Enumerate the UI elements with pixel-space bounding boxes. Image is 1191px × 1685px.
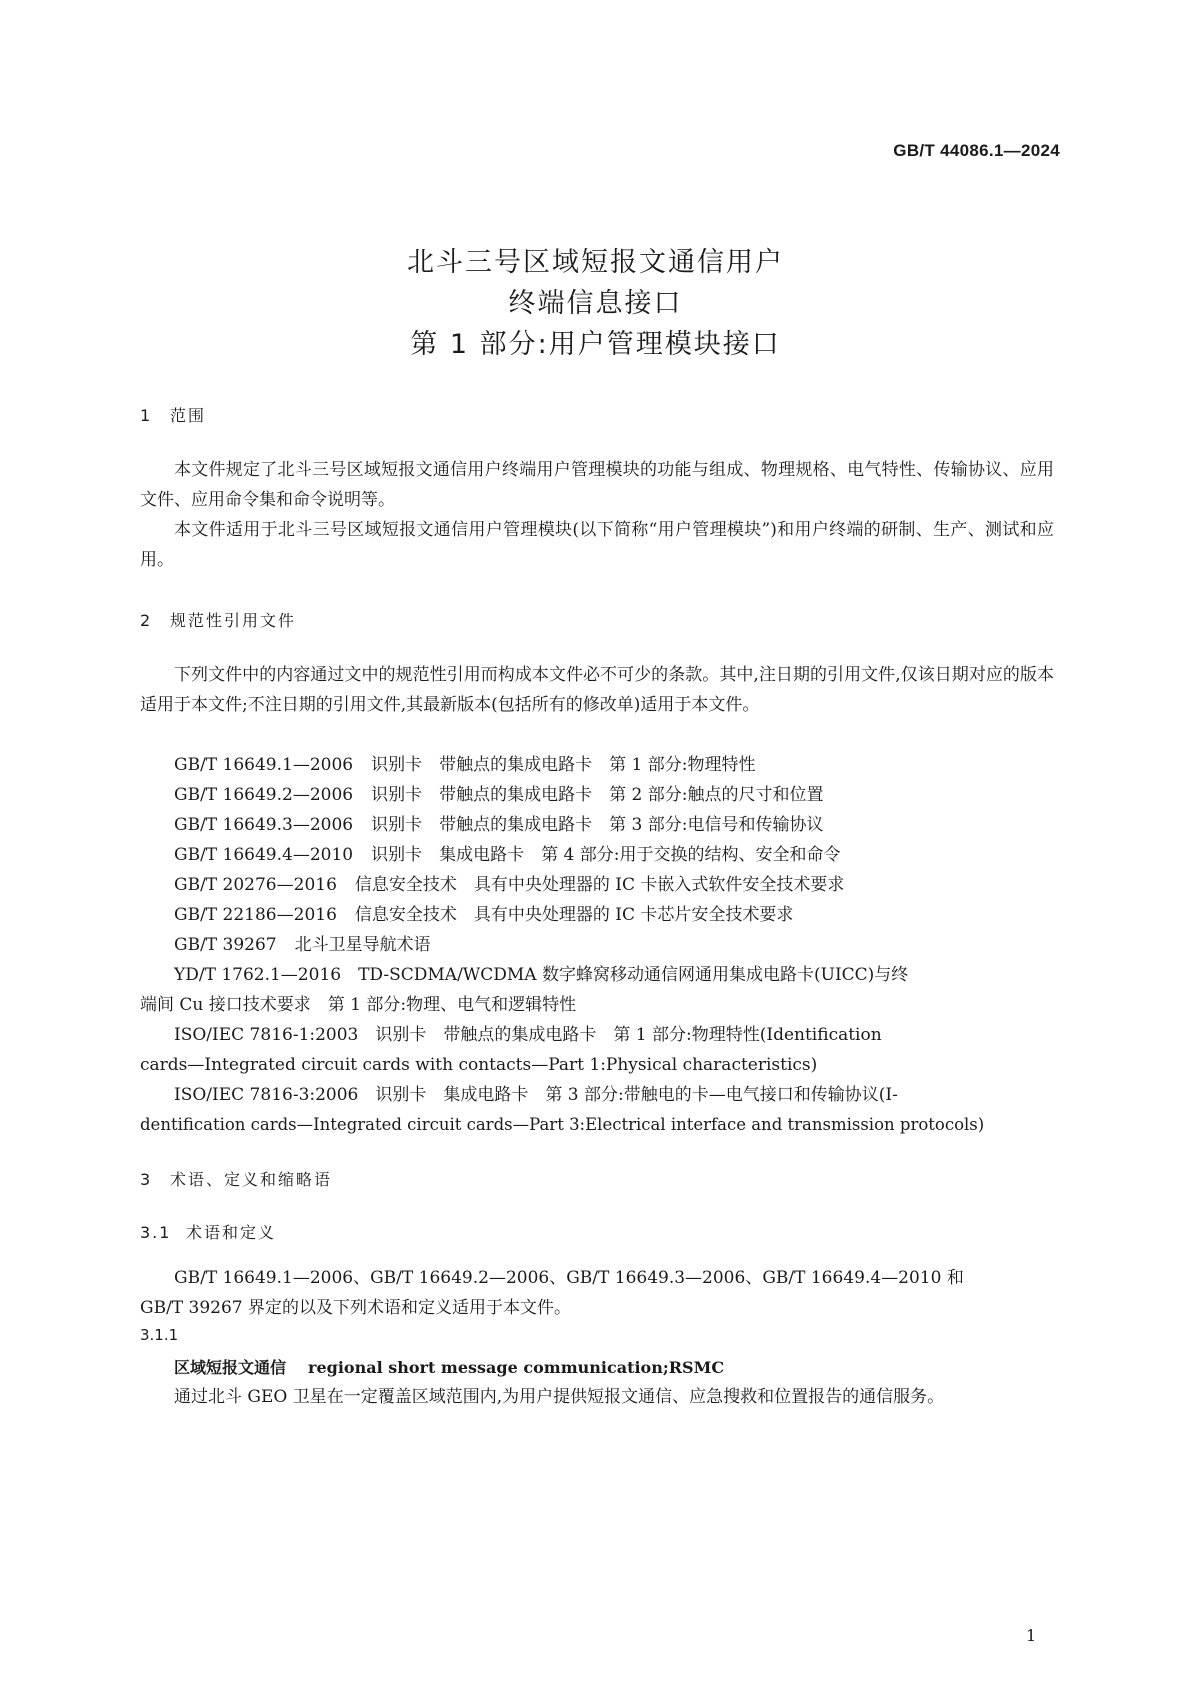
reference-code: GB/T 22186—2016 — [174, 905, 337, 925]
reference-title: 北斗卫星导航术语 — [294, 935, 431, 955]
section-title: 术语、定义和缩略语 — [170, 1170, 333, 1189]
reference-title: 识别卡 带触点的集成电路卡 第 2 部分:触点的尺寸和位置 — [371, 785, 824, 805]
reference-code: GB/T 20276—2016 — [174, 875, 337, 895]
reference-item — [174, 870, 1054, 900]
subsection-3-1-heading — [140, 1220, 276, 1243]
reference-item-yd: YD/T 1762.1—2016 TD-SCDMA/WCDMA 数字蜂窝移动通信网通用集成电路卡(UICC)与终 端间 Cu 接口技术要求 第 1 部分:物理、电气和逻辑特性 — [140, 965, 909, 1015]
reference-title: 信息安全技术 具有中央处理器的 IC 卡芯片安全技术要求 — [354, 905, 794, 925]
section-title: 规范性引用文件 — [170, 611, 297, 630]
reference-code: GB/T 16649.1—2006 — [174, 755, 354, 775]
subsection-number: 3.1 — [140, 1223, 172, 1242]
reference-item — [174, 810, 1054, 840]
reference-item — [174, 840, 1054, 870]
title-line-2: 终端信息接口 — [508, 288, 683, 319]
document-title — [0, 242, 1191, 365]
reference-title: 识别卡 集成电路卡 第 4 部分:用于交换的结构、安全和命令 — [371, 845, 841, 865]
term-en: regional short message communication;RSMC — [308, 1358, 725, 1377]
section-3-intro: GB/T 16649.1—2006、GB/T 16649.2—2006、GB/T 16649.3—2006、GB/T 16649.4—2010 和 GB/T 39267 界定的以及下列术语和定义适用于本文件。 — [140, 1268, 964, 1318]
reference-code: GB/T 39267 — [174, 935, 277, 955]
section-2-heading — [140, 608, 296, 631]
section-1-paragraph-2: 本文件适用于北斗三号区域短报文通信用户管理模块(以下简称“用户管理模块”)和用户终端的研制、生产、测试和应用。 — [140, 520, 1054, 570]
term-number: 3.1.1 — [140, 1326, 179, 1344]
reference-code: GB/T 16649.2—2006 — [174, 785, 354, 805]
section-number: 2 — [140, 611, 153, 630]
section-1-heading — [140, 403, 206, 426]
reference-item — [174, 900, 1054, 930]
subsection-title: 术语和定义 — [186, 1223, 277, 1242]
term-definition: 通过北斗 GEO 卫星在一定覆盖区域范围内,为用户提供短报文通信、应急搜救和位置报告的通信服务。 — [174, 1387, 945, 1407]
section-2-intro: 下列文件中的内容通过文中的规范性引用而构成本文件必不可少的条款。其中,注日期的引用文件,仅该日期对应的版本适用于本文件;不注日期的引用文件,其最新版本(包括所有的修改单)适用于本文件。 — [140, 665, 1054, 715]
section-number: 1 — [140, 406, 153, 425]
term-entry — [174, 1355, 724, 1378]
term-zh: 区域短报文通信 — [174, 1358, 287, 1377]
section-3-heading — [140, 1167, 332, 1190]
title-line-1: 北斗三号区域短报文通信用户 — [407, 247, 784, 278]
section-1-paragraph-1: 本文件规定了北斗三号区域短报文通信用户终端用户管理模块的功能与组成、物理规格、电气特性、传输协议、应用文件、应用命令集和命令说明等。 — [140, 460, 1054, 510]
reference-code: GB/T 16649.4—2010 — [174, 845, 354, 865]
reference-item — [174, 780, 1054, 810]
page-number: 1 — [1026, 1626, 1037, 1645]
reference-title: 信息安全技术 具有中央处理器的 IC 卡嵌入式软件安全技术要求 — [354, 875, 845, 895]
reference-item-iso-7816-1: ISO/IEC 7816-1:2003 识别卡 带触点的集成电路卡 第 1 部分:物理特性(Identification cards—Integrated circuit cards with contacts—Part 1:Physical characteristics) — [140, 1025, 882, 1075]
reference-title: 识别卡 带触点的集成电路卡 第 3 部分:电信号和传输协议 — [371, 815, 824, 835]
standard-number: GB/T 44086.1—2024 — [893, 141, 1060, 160]
reference-item — [174, 750, 1054, 780]
reference-item — [174, 930, 1054, 960]
title-line-3: 第 1 部分:用户管理模块接口 — [410, 329, 781, 360]
section-title: 范围 — [170, 406, 207, 425]
reference-item-iso-7816-3: ISO/IEC 7816-3:2006 识别卡 集成电路卡 第 3 部分:带触电的卡—电气接口和传输协议(I- dentification cards—Integrated circuit cards—Part 3:Electrical interface and transmission protocols) — [140, 1085, 985, 1134]
section-number: 3 — [140, 1170, 153, 1189]
reference-title: 识别卡 带触点的集成电路卡 第 1 部分:物理特性 — [371, 755, 756, 775]
reference-code: GB/T 16649.3—2006 — [174, 815, 354, 835]
